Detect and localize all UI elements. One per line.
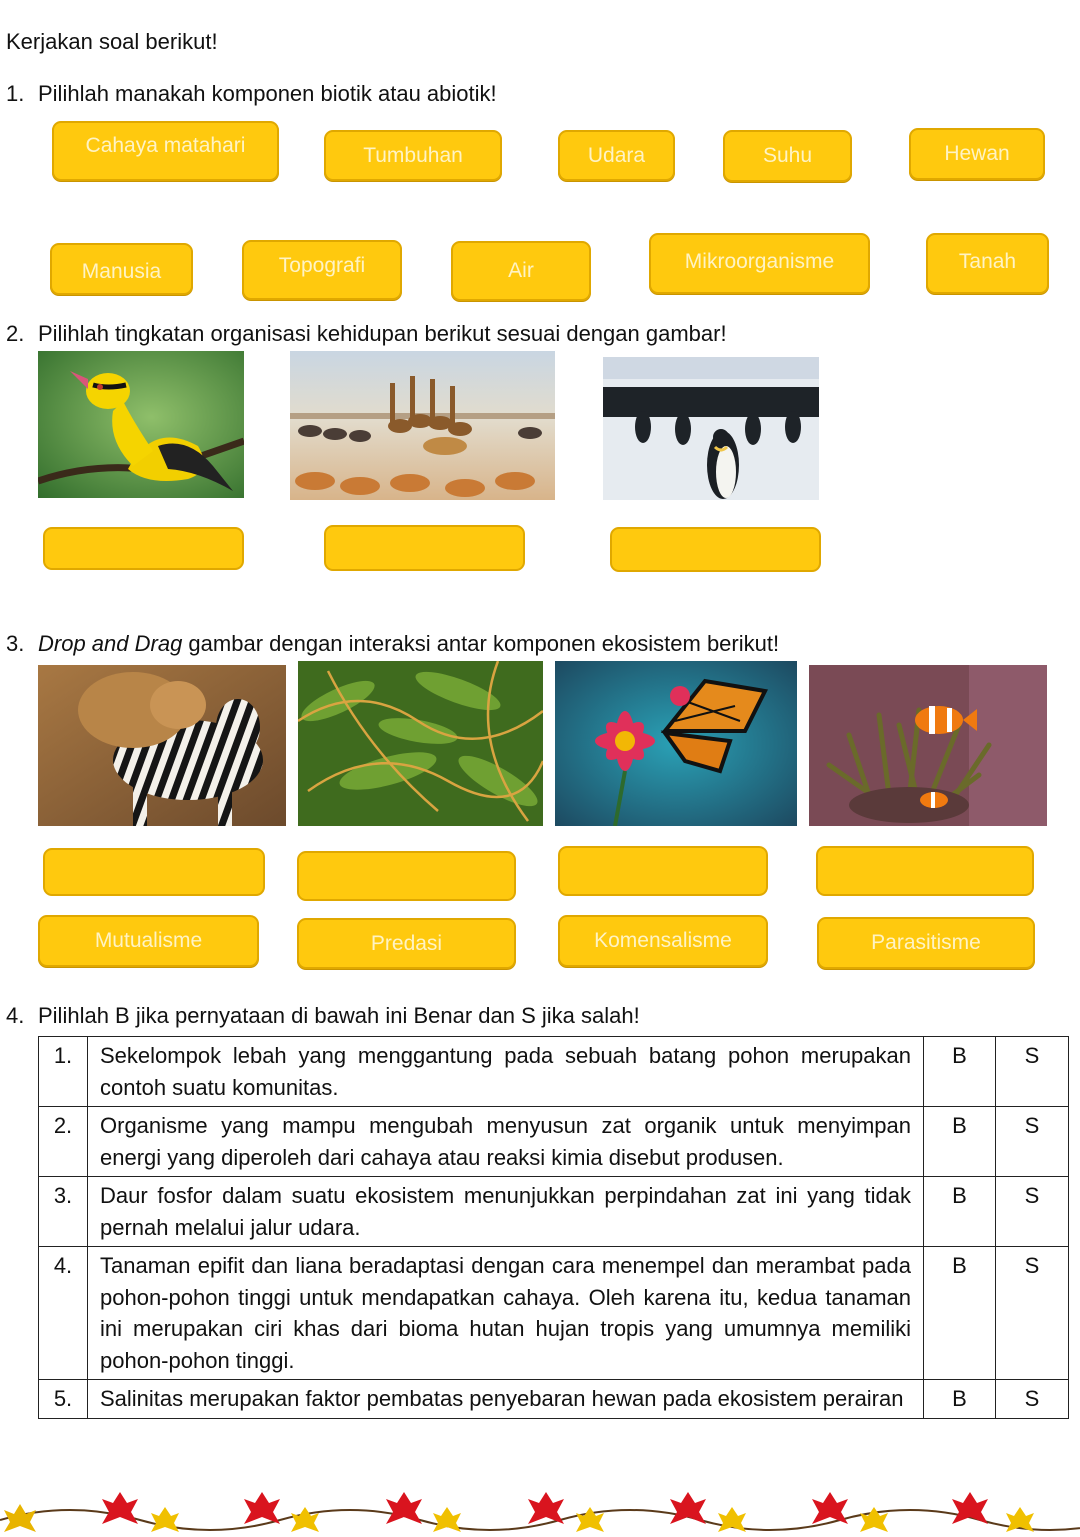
option-parasitisme[interactable]: Parasitisme: [817, 917, 1035, 969]
table-row: [39, 1037, 1069, 1107]
lion-zebra-image: [38, 665, 286, 826]
table-row: [39, 1247, 1069, 1380]
question-3-number: 3.: [6, 631, 25, 656]
answer-false-button[interactable]: S: [996, 1380, 1069, 1419]
table-row: [39, 1177, 1069, 1247]
answer-true-button[interactable]: B: [924, 1380, 996, 1419]
row-statement: Organisme yang mampu mengubah menyusun zat organik untuk menyimpan energi yang diperoleh dari cahaya atau reaksi kimia disebut produsen.: [88, 1107, 924, 1177]
clownfish-anemone-image: [809, 665, 1047, 826]
savanna-animals-image: [290, 351, 555, 500]
q3-answer-slot-4[interactable]: [816, 846, 1034, 896]
question-2-text: Pilihlah tingkatan organisasi kehidupan berikut sesuai dengan gambar!: [38, 321, 727, 346]
option-cahaya-matahari[interactable]: Cahaya matahari: [52, 121, 279, 181]
oriole-bird-image: [38, 351, 244, 498]
row-number: 3.: [39, 1177, 88, 1247]
penguin-colony-image: [603, 357, 819, 500]
page-instruction: Kerjakan soal berikut!: [6, 29, 218, 54]
question-3-text: [38, 630, 779, 658]
option-suhu[interactable]: Suhu: [723, 130, 852, 182]
answer-false-button[interactable]: S: [996, 1037, 1069, 1107]
row-number: 1.: [39, 1037, 88, 1107]
question-3-text-rest: gambar dengan interaksi antar komponen ekosistem berikut!: [182, 631, 780, 656]
q3-answer-slot-2[interactable]: [297, 851, 516, 901]
option-hewan[interactable]: Hewan: [909, 128, 1045, 180]
true-false-table: [38, 1036, 1069, 1419]
option-mikroorganisme[interactable]: Mikroorganisme: [649, 233, 870, 294]
question-2-number: 2.: [6, 321, 25, 346]
question-4-number: 4.: [6, 1003, 25, 1028]
answer-true-button[interactable]: B: [924, 1037, 996, 1107]
q2-answer-slot-1[interactable]: [43, 527, 244, 570]
row-number: 5.: [39, 1380, 88, 1419]
answer-true-button[interactable]: B: [924, 1247, 996, 1380]
answer-true-button[interactable]: B: [924, 1177, 996, 1247]
row-statement: Tanaman epifit dan liana beradaptasi dengan cara menempel dan merambat pada pohon-pohon tinggi untuk mendapatkan cahaya. Oleh karena itu, kedua tanaman ini merupakan ciri khas dari bioma hutan hujan tropis yang umumnya memiliki pohon-pohon tinggi.: [88, 1247, 924, 1380]
question-4-text: Pilihlah B jika pernyataan di bawah ini Benar dan S jika salah!: [38, 1003, 640, 1028]
row-number: 4.: [39, 1247, 88, 1380]
question-1-text: Pilihlah manakah komponen biotik atau abiotik!: [38, 81, 497, 106]
table-row: [39, 1107, 1069, 1177]
option-tumbuhan[interactable]: Tumbuhan: [324, 130, 502, 181]
row-number: 2.: [39, 1107, 88, 1177]
row-statement: Salinitas merupakan faktor pembatas penyebaran hewan pada ekosistem perairan: [88, 1380, 924, 1419]
parasitic-plant-image: [298, 661, 543, 826]
q2-answer-slot-2[interactable]: [324, 525, 525, 571]
answer-false-button[interactable]: S: [996, 1107, 1069, 1177]
q3-answer-slot-3[interactable]: [558, 846, 768, 896]
answer-false-button[interactable]: S: [996, 1247, 1069, 1380]
option-air[interactable]: Air: [451, 241, 591, 301]
question-1-number: 1.: [6, 81, 25, 106]
row-statement: Daur fosfor dalam suatu ekosistem menunjukkan perpindahan zat ini yang tidak pernah melalui jalur udara.: [88, 1177, 924, 1247]
option-mutualisme[interactable]: Mutualisme: [38, 915, 259, 967]
answer-true-button[interactable]: B: [924, 1107, 996, 1177]
option-udara[interactable]: Udara: [558, 130, 675, 181]
butterfly-flower-image: [555, 661, 797, 826]
q3-answer-slot-1[interactable]: [43, 848, 265, 896]
autumn-leaf-border: [0, 1480, 1080, 1532]
question-3-emphasis: Drop and Drag: [38, 631, 183, 656]
table-row: [39, 1380, 1069, 1419]
q2-answer-slot-3[interactable]: [610, 527, 821, 572]
answer-false-button[interactable]: S: [996, 1177, 1069, 1247]
option-topografi[interactable]: Topografi: [242, 240, 402, 300]
option-predasi[interactable]: Predasi: [297, 918, 516, 969]
row-statement: Sekelompok lebah yang menggantung pada sebuah batang pohon merupakan contoh suatu komunitas.: [88, 1037, 924, 1107]
option-tanah[interactable]: Tanah: [926, 233, 1049, 294]
option-komensalisme[interactable]: Komensalisme: [558, 915, 768, 967]
option-manusia[interactable]: Manusia: [50, 243, 193, 295]
